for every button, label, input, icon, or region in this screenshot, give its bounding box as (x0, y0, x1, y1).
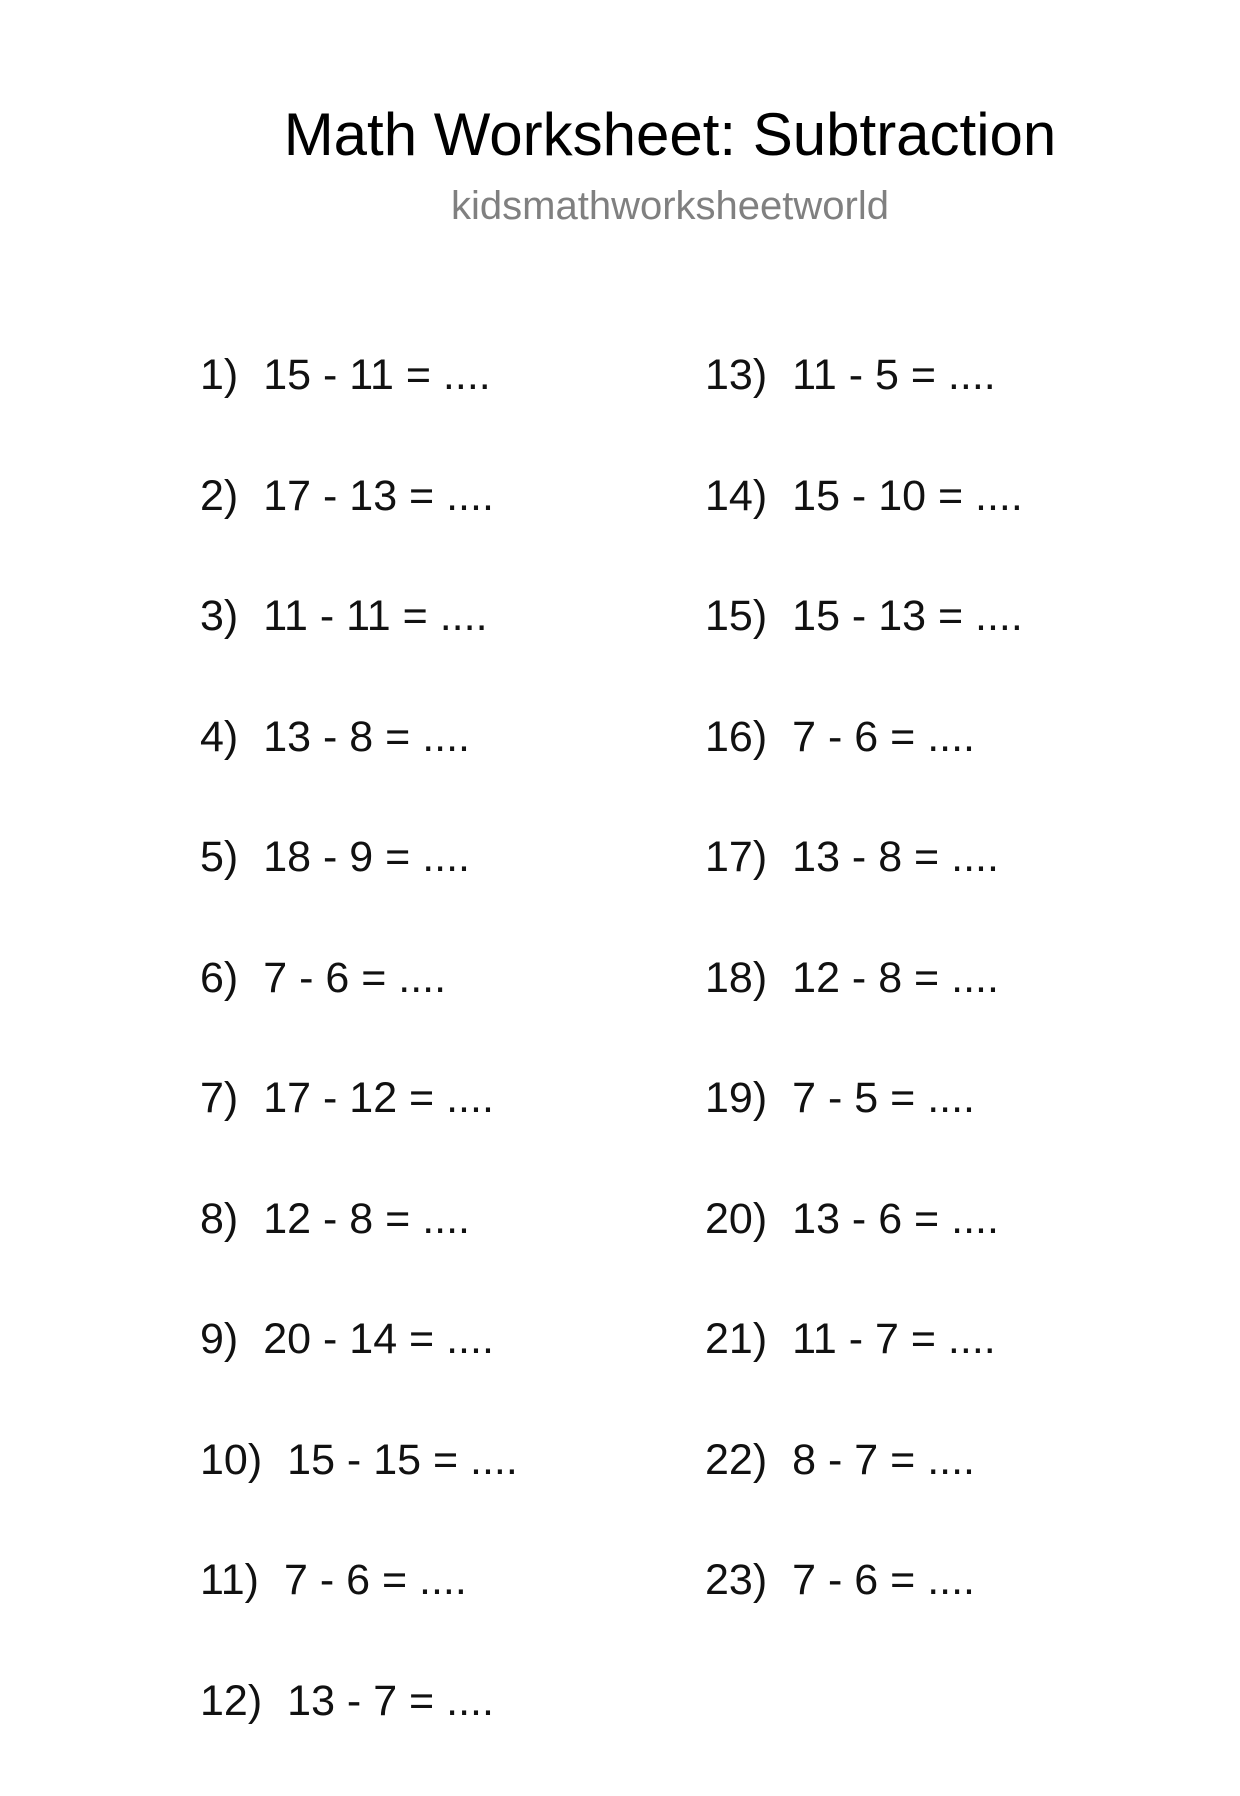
problem-item (705, 471, 1023, 592)
problem-number: 20) (705, 1194, 767, 1244)
problem-expression: 7 - 6 = .... (284, 1556, 467, 1604)
problem-item (200, 832, 518, 953)
problem-item (200, 350, 518, 471)
problem-expression: 15 - 15 = .... (287, 1436, 518, 1484)
problem-item (200, 1676, 518, 1796)
problem-number: 1) (200, 350, 238, 400)
worksheet-subtitle: kidsmathworksheetworld (0, 182, 1240, 230)
problem-number: 18) (705, 953, 767, 1003)
problem-expression: 7 - 6 = .... (263, 954, 446, 1002)
problem-number: 13) (705, 350, 767, 400)
problem-number: 22) (705, 1435, 767, 1485)
problem-item (200, 1073, 518, 1194)
problem-number: 16) (705, 712, 767, 762)
problem-expression: 7 - 6 = .... (792, 1556, 975, 1604)
problem-expression: 15 - 11 = .... (263, 351, 490, 399)
problem-list-left (200, 350, 518, 1796)
problem-expression: 13 - 6 = .... (792, 1195, 999, 1243)
problem-expression: 13 - 8 = .... (263, 713, 470, 761)
problem-item (200, 1194, 518, 1315)
problem-number: 2) (200, 471, 238, 521)
problem-item (200, 591, 518, 712)
problem-item (705, 953, 1023, 1074)
problem-list-right (705, 350, 1023, 1676)
problem-item (705, 1555, 1023, 1676)
problem-expression: 15 - 10 = .... (792, 472, 1023, 520)
problem-expression: 18 - 9 = .... (263, 833, 470, 881)
problem-item (200, 1555, 518, 1676)
problem-item (705, 1435, 1023, 1556)
problem-number: 4) (200, 712, 238, 762)
problem-item (705, 712, 1023, 833)
problem-number: 23) (705, 1555, 767, 1605)
problem-expression: 11 - 11 = .... (263, 592, 487, 640)
problem-expression: 7 - 5 = .... (792, 1074, 975, 1122)
problem-expression: 7 - 6 = .... (792, 713, 975, 761)
problem-number: 19) (705, 1073, 767, 1123)
problem-expression: 20 - 14 = .... (263, 1315, 494, 1363)
problem-number: 6) (200, 953, 238, 1003)
problem-item (705, 1073, 1023, 1194)
problem-expression: 8 - 7 = .... (792, 1436, 975, 1484)
problem-item (705, 591, 1023, 712)
problem-number: 10) (200, 1435, 262, 1485)
problem-expression: 13 - 8 = .... (792, 833, 999, 881)
problem-number: 9) (200, 1314, 238, 1364)
problem-expression: 12 - 8 = .... (792, 954, 999, 1002)
problem-number: 12) (200, 1676, 262, 1726)
problem-number: 14) (705, 471, 767, 521)
problem-expression: 17 - 13 = .... (263, 472, 494, 520)
problem-item (200, 1435, 518, 1556)
problem-number: 17) (705, 832, 767, 882)
problem-item (705, 1314, 1023, 1435)
problem-number: 21) (705, 1314, 767, 1364)
problem-expression: 11 - 5 = .... (792, 351, 996, 399)
problem-item (705, 832, 1023, 953)
problem-item (200, 712, 518, 833)
problem-expression: 11 - 7 = .... (792, 1315, 996, 1363)
problem-number: 11) (200, 1555, 259, 1605)
problem-number: 5) (200, 832, 238, 882)
problem-item (705, 1194, 1023, 1315)
worksheet-title: Math Worksheet: Subtraction (0, 100, 1240, 170)
problem-number: 7) (200, 1073, 238, 1123)
problem-expression: 17 - 12 = .... (263, 1074, 494, 1122)
problem-expression: 13 - 7 = .... (287, 1677, 494, 1725)
problem-item (200, 471, 518, 592)
problem-item (200, 953, 518, 1074)
problem-number: 3) (200, 591, 238, 641)
problem-item (705, 350, 1023, 471)
problem-expression: 15 - 13 = .... (792, 592, 1023, 640)
problem-number: 15) (705, 591, 767, 641)
problem-expression: 12 - 8 = .... (263, 1195, 470, 1243)
problem-number: 8) (200, 1194, 238, 1244)
problem-item (200, 1314, 518, 1435)
